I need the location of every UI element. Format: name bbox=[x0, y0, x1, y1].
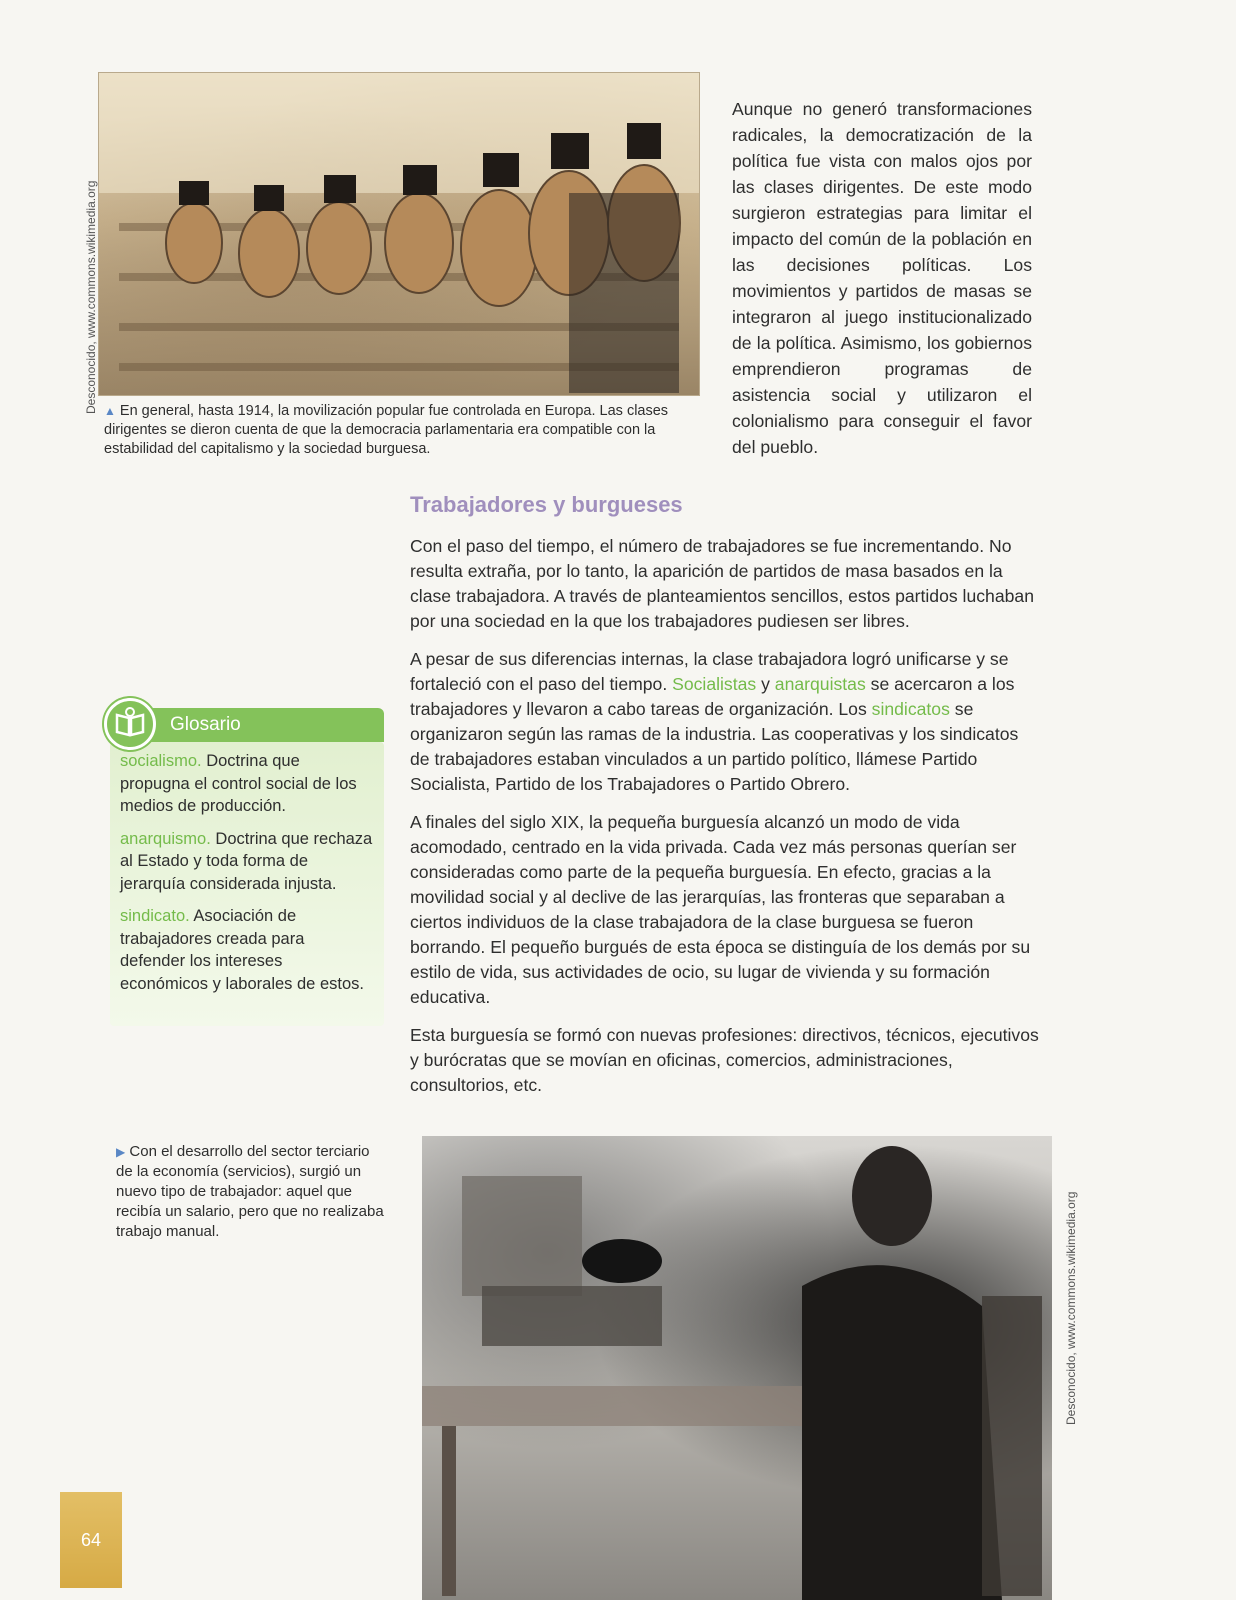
triangle-right-icon: ▶ bbox=[116, 1145, 126, 1159]
glossary-entry-sindicato: sindicato. Asociación de trabajadores creada para defender los intereses económicos y laborales de estos. bbox=[120, 907, 364, 993]
image-credit-left: Desconocido, www.commons.wikimedia.org bbox=[84, 180, 98, 414]
cartoon-illustration bbox=[99, 73, 699, 395]
figure-photo-office-worker bbox=[422, 1136, 1052, 1600]
figure1-caption-text: En general, hasta 1914, la movilización popular fue controlada en Europa. Las clases dirigentes se dieron cuenta de que la democracia parlamentaria era compatible con la estabilidad del capitalismo y la sociedad burguesa. bbox=[104, 403, 669, 457]
section-heading: Trabajadores y burgueses bbox=[410, 492, 683, 517]
book-icon bbox=[104, 698, 156, 750]
paragraph-2: A pesar de sus diferencias internas, la clase trabajadora logró unificarse y se fortaleció con el paso del tiempo. Socialistas y anarquistas se acercaron a los trabajadores y llevaron a cabo tareas de organización. Los sindicatos se organizaron según las ramas de la industria. Las cooperativas y los sindicatos de trabajadores estaban vinculados a un partido político, llámese Partido Socialista, Partido de los Trabajadores o Partido Obrero. bbox=[410, 649, 1019, 794]
paragraph-4: Esta burguesía se formó con nuevas profesiones: directivos, técnicos, ejecutivos y burócratas que se movían en oficinas, comercios, administraciones, consultorios, etc. bbox=[410, 1025, 1039, 1095]
main-body bbox=[410, 534, 1042, 1111]
page-number: 64 bbox=[60, 1492, 122, 1588]
term-socialistas: Socialistas bbox=[672, 674, 757, 694]
glossary bbox=[104, 708, 384, 1026]
intro-paragraph: Aunque no generó transformaciones radicales, la democratización de la política fue vista con malos ojos por las clases dirigentes. De este modo surgieron estrategias para limitar el impacto del común de la población en las decisiones políticas. Los movimientos y partidos de masas se integraron al juego institucionalizado de la política. Asimismo, los gobiernos emprendieron programas de asistencia social y utilizaron el colonialismo para conseguir el favor del pueblo. bbox=[732, 99, 1032, 457]
glossary-entry-anarquismo: anarquismo. Doctrina que rechaza al Estado y toda forma de jerarquía considerada injusta. bbox=[120, 829, 373, 893]
image-credit-right: Desconocido, www.commons.wikimedia.org bbox=[1064, 1191, 1078, 1425]
paragraph-3: A finales del siglo XIX, la pequeña burguesía alcanzó un modo de vida acomodado, centrado en la vida privada. Cada vez más personas querían ser consideradas como parte de la pequeña burguesía. En efecto, gracias a la movilidad social y al declive de las jerarquías, las fronteras que separaban a ciertos individuos de la clase trabajadora de la clase burguesa se fueron borrando. El pequeño burgués de esta época se distinguía de los demás por su estilo de vida, sus actividades de ocio, su lugar de vivienda y su formación educativa. bbox=[410, 812, 1031, 1007]
glossary-body bbox=[110, 742, 384, 1026]
office-worker-photo bbox=[422, 1136, 1052, 1600]
figure1-caption bbox=[104, 402, 704, 459]
figure2-caption-text: Con el desarrollo del sector terciario de la economía (servicios), surgió un nuevo tipo de trabajador: aquel que recibía un salario, pero que no realizaba trabajo manual. bbox=[116, 1143, 384, 1240]
figure2-caption bbox=[116, 1142, 388, 1242]
term-anarquistas: anarquistas bbox=[774, 674, 866, 694]
paragraph-1: Con el paso del tiempo, el número de trabajadores se fue incrementando. No resulta extraña, por lo tanto, la aparición de partidos de masa basados en la clase trabajadora. A través de planteamientos sencillos, estos partidos luchaban por una sociedad en la que los trabajadores pudiesen ser libres. bbox=[410, 536, 1034, 631]
figure-cartoon-senate bbox=[98, 72, 700, 396]
term-sindicatos: sindicatos bbox=[871, 699, 950, 719]
triangle-up-icon: ▲ bbox=[104, 404, 116, 418]
glossary-title: Glosario bbox=[170, 714, 241, 735]
glossary-entry-socialismo: socialismo. Doctrina que propugna el control social de los medios de producción. bbox=[120, 752, 357, 815]
